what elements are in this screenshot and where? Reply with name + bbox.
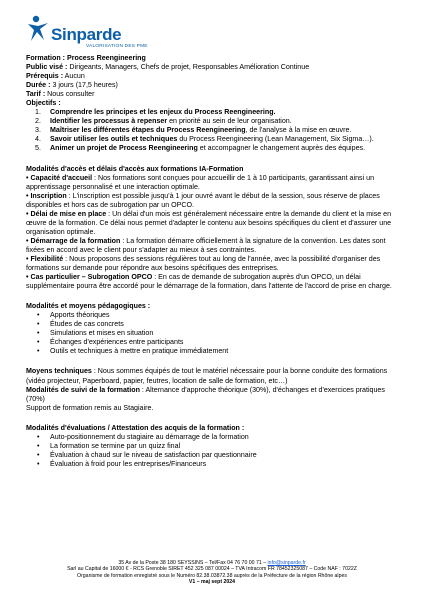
list-item-text: Études de cas concrets xyxy=(50,320,124,329)
acces-item-text: : En cas de demande de subrogation auprès d'un OPCO, un délai supplémentaire pourra être accordé pour le démarrage de la formation, dans l'attente de l'accord de prise en charge. xyxy=(26,273,392,291)
acces-item xyxy=(26,210,404,237)
evaluations-heading: Modalités d'évaluations / Attestation des acquis de la formation : xyxy=(26,423,245,432)
tarif-line xyxy=(26,90,404,99)
list-item-text: La formation se termine par un quizz final xyxy=(50,441,181,450)
suivi-text: : Alternance d'approche théorique (30%), d'échanges et d'exercices pratiques (70%) xyxy=(26,385,385,403)
bullet-icon: • xyxy=(37,432,40,441)
tarif-value: Nous consulter xyxy=(47,90,95,99)
list-item xyxy=(26,442,404,451)
sinparde-logo xyxy=(26,14,156,54)
objectif-bold: Maîtriser les différentes étapes du Process Reengineering xyxy=(50,126,246,135)
acces-item-text: : La formation démarre officiellement à la signature de la convention. Les dates sont fixées en accord avec le client pour s'adapter au mieux à ses contraintes. xyxy=(26,236,386,254)
public-line xyxy=(26,63,404,72)
list-item xyxy=(26,311,404,320)
objectifs-list xyxy=(26,108,404,153)
page-footer xyxy=(0,560,424,586)
objectifs-heading: Objectifs : xyxy=(26,99,61,108)
list-item-text: Évaluation à chaud sur le niveau de satisfaction par questionnaire xyxy=(50,450,257,459)
list-item-text: Apports théoriques xyxy=(50,311,110,320)
duree-value: 3 jours (17,5 heures) xyxy=(52,81,118,90)
bullet-icon: • xyxy=(37,450,40,459)
objectif-number: 2. xyxy=(35,117,41,126)
prerequis-label: Prérequis : xyxy=(26,72,64,81)
acces-item xyxy=(26,192,404,210)
acces-item-label: • Démarrage de la formation xyxy=(26,236,121,245)
objectif-rest: en priorité au sein de leur organisation. xyxy=(167,117,292,126)
list-item xyxy=(26,338,404,347)
list-item-text: Auto-positionnement du stagiaire au démarrage de la formation xyxy=(50,432,249,441)
acces-item xyxy=(26,174,404,192)
formation-label: Formation : xyxy=(26,54,66,62)
footer-registration: Organisme de formation enregistré sous le Numéro 82.38.03872.38 auprès de la Préfecture de la région Rhône alpes xyxy=(77,572,347,579)
objectif-bold: Savoir utiliser les outils et techniques xyxy=(50,135,178,144)
bullet-icon: • xyxy=(37,338,40,347)
logo-figure-icon xyxy=(26,14,52,44)
acces-item-label: • Flexibilité xyxy=(26,254,64,263)
list-item-text: Simulations et mises en situation xyxy=(50,329,154,338)
suivi xyxy=(26,386,404,404)
footer-legal: Sarl au Capital de 16000 € - RCS Grenoble SIRET 452 325 087 00024 – TVA Intracom FR 78452325087 – Code NAF : 7022Z xyxy=(67,566,357,573)
moyens-techniques-label: Moyens techniques xyxy=(26,367,92,376)
bullet-icon: • xyxy=(37,320,40,329)
acces-item-text: : Un délai d'un mois est généralement nécessaire entre la demande du client et la mise en œuvre de la formation. Ce délai nous permet d'adapter le contenu aux besoins spécifiques du client et d'assurer une organisation optimale. xyxy=(26,209,392,236)
objectif-rest: du Process Reengineering (Lean Management, Six Sigma…). xyxy=(177,135,374,144)
footer-version: V1 – maj sept 2024 xyxy=(188,579,236,586)
evaluations-list xyxy=(26,433,404,469)
public-label: Public visé : xyxy=(26,63,68,72)
bullet-icon: • xyxy=(37,311,40,320)
list-item xyxy=(26,347,404,356)
objectif-rest: et accompagner le changement auprès des équipes. xyxy=(197,144,366,153)
document-body xyxy=(26,54,404,469)
objectif-bold: Animer un projet de Process Reengineering xyxy=(50,144,198,153)
acces-item xyxy=(26,237,404,255)
formation-value: Process Reengineering xyxy=(67,54,146,62)
objectif-item xyxy=(26,135,404,144)
modalites-acces-heading: Modalités d'accès et délais d'accès aux formations IA-Formation xyxy=(26,164,244,173)
acces-item-label: • Cas particulier – Subrogation OPCO xyxy=(26,273,153,282)
duree-line xyxy=(26,81,404,90)
public-value: Dirigeants, Managers, Chefs de projet, Responsables Amélioration Continue xyxy=(69,63,310,72)
modalites-peda-list xyxy=(26,311,404,356)
objectif-item xyxy=(26,117,404,126)
acces-item xyxy=(26,273,404,291)
support-line: Support de formation remis au Stagiaire. xyxy=(26,403,154,412)
list-item xyxy=(26,451,404,460)
list-item xyxy=(26,433,404,442)
objectif-item xyxy=(26,108,404,117)
objectif-number: 3. xyxy=(35,126,41,135)
acces-item-text: : Nos formations sont conçues pour accueillir de 1 à 10 participants, garantissant ainsi un apprentissage personnalisé et une interaction optimale. xyxy=(26,173,375,191)
bullet-icon: • xyxy=(37,329,40,338)
objectif-rest: , de l'analyse à la mise en œuvre. xyxy=(245,126,352,135)
logo-name: Sinparde xyxy=(51,25,122,44)
objectif-bold: Identifier les processus à repenser xyxy=(50,117,168,126)
formation-line xyxy=(26,54,404,63)
list-item-text: Évaluation à froid pour les entreprises/Financeurs xyxy=(50,459,207,468)
acces-item-label: • Inscription xyxy=(26,191,67,200)
bullet-icon: • xyxy=(37,459,40,468)
bullet-icon: • xyxy=(37,441,40,450)
objectif-number: 5. xyxy=(35,144,41,153)
prerequis-line xyxy=(26,72,404,81)
acces-item-text: : L'inscription est possible jusqu'à 1 jour ouvré avant le début de la session, sous réserve de places disponibles et hors cas de subrogation par un OPCO. xyxy=(26,191,380,209)
moyens-techniques-text: : Nous sommes équipés de tout le matériel nécessaire pour la bonne conduite des formations (vidéo projecteur, Paperboard, papier, feutres, location de salle de formation, etc…) xyxy=(26,367,388,385)
objectif-item xyxy=(26,126,404,135)
objectif-number: 4. xyxy=(35,135,41,144)
list-item xyxy=(26,329,404,338)
moyens-techniques xyxy=(26,367,404,385)
tarif-label: Tarif : xyxy=(26,90,46,99)
footer-email-link[interactable]: info@sinparde.fr xyxy=(267,560,306,566)
logo-tagline: VALORISATION DES PME xyxy=(86,44,148,49)
list-item-text: Outils et techniques à mettre en pratique immédiatement xyxy=(50,347,229,356)
acces-item-label: • Capacité d'accueil xyxy=(26,173,93,182)
footer-address-text: 35 Av de la Poste 38 180 SEYSSINS – Tel/Fax 04 76 70 00 71 – xyxy=(118,560,268,566)
acces-item xyxy=(26,255,404,273)
bullet-icon: • xyxy=(37,347,40,356)
duree-label: Durée : xyxy=(26,81,51,90)
list-item xyxy=(26,320,404,329)
modalites-peda-heading: Modalités et moyens pédagogiques : xyxy=(26,302,151,311)
objectif-item xyxy=(26,144,404,153)
objectif-bold: Comprendre les principes et les enjeux du Process Reengineering. xyxy=(50,108,276,117)
prerequis-value: Aucun xyxy=(64,72,85,81)
list-item xyxy=(26,460,404,469)
suivi-label: Modalités de suivi de la formation xyxy=(26,385,140,394)
list-item-text: Échanges d'expériences entre participants xyxy=(50,338,184,347)
acces-item-text: : Nous proposons des sessions régulières tout au long de l'année, avec la possibilité d'organiser des formations sur demande pour répondre aux besoins spécifiques des entreprises. xyxy=(26,254,381,273)
acces-item-label: • Délai de mise en place xyxy=(26,209,107,218)
objectif-number: 1. xyxy=(35,108,41,117)
